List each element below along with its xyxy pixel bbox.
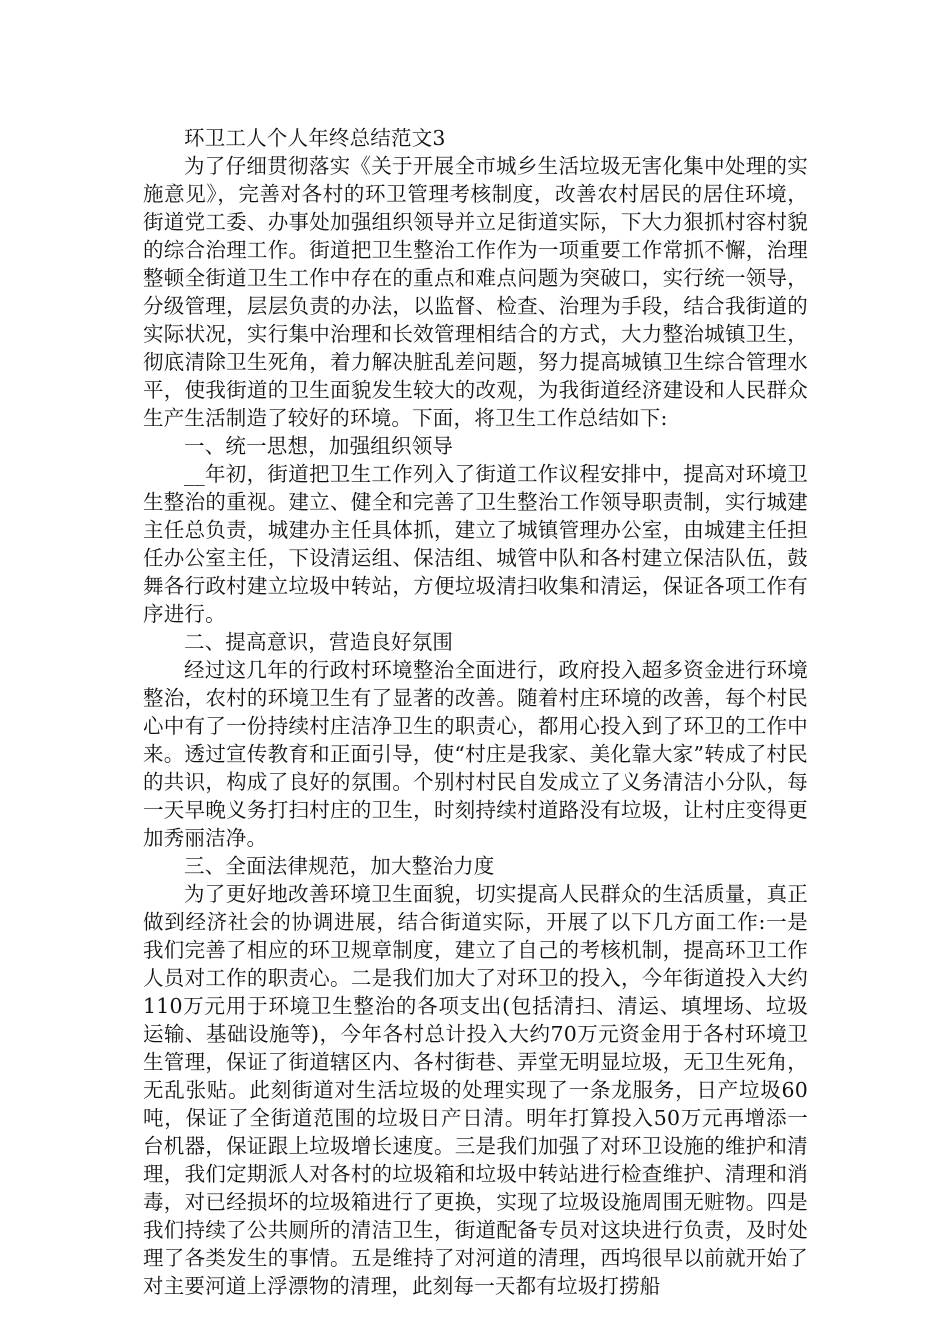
document-title: 环卫工人个人年终总结范文3 <box>184 126 446 150</box>
section-2-paragraph: 经过这几年的行政村环境整治全面进行，政府投入超多资金进行环境整治，农村的环境卫生有了显著的改善。随着村庄环境的改善，每个村民心中有了一份持续村庄洁净卫生的职责心，都用心投入到了环卫的工作中来。透过宣传教育和正面引导，使“村庄是我家、美化靠大家”转成了村民的共识，构成了良好的氛围。个别村村民自发成立了义务清洁小分队，每一天早晚义务打扫村庄的卫生，时刻持续村道路没有垃圾，让村庄变得更加秀丽洁净。 <box>143 658 808 850</box>
intro-paragraph: 为了仔细贯彻落实《关于开展全市城乡生活垃圾无害化集中处理的实施意见》，完善对各村的环卫管理考核制度，改善农村居民的居住环境，街道党工委、办事处加强组织领导并立足街道实际，下大力狠抓村容村貌的综合治理工作。街道把卫生整治工作作为一项重要工作常抓不懈，治理整顿全街道卫生工作中存在的重点和难点问题为突破口，实行统一领导，分级管理，层层负责的办法，以监督、检查、治理为手段，结合我街道的实际状况，实行集中治理和长效管理相结合的方式，大力整治城镇卫生，彻底清除卫生死角，着力解决脏乱差问题，努力提高城镇卫生综合管理水平，使我街道的卫生面貌发生较大的改观，为我街道经济建设和人民群众生产生活制造了较好的环境。下面，将卫生工作总结如下: <box>143 154 808 430</box>
section-3-paragraph: 为了更好地改善环境卫生面貌，切实提高人民群众的生活质量，真正做到经济社会的协调进展，结合街道实际，开展了以下几方面工作:一是我们完善了相应的环卫规章制度，建立了自己的考核机制，提高环卫工作人员对工作的职责心。二是我们加大了对环卫的投入，今年街道投入大约110万元用于环境卫生整治的各项支出(包括清扫、清运、填埋场、垃圾运输、基础设施等)，今年各村总计投入大约70万元资金用于各村环境卫生管理，保证了街道辖区内、各村街巷、弄堂无明显垃圾，无卫生死角，无乱张贴。此刻街道对生活垃圾的处理实现了一条龙服务，日产垃圾60吨，保证了全街道范围的垃圾日产日清。明年打算投入50万元再增添一台机器，保证跟上垃圾增长速度。三是我们加强了对环卫设施的维护和清理，我们定期派人对各村的垃圾箱和垃圾中转站进行检查维护、清理和消毒，对已经损坏的垃圾箱进行了更换，实现了垃圾设施周围无赃物。四是我们持续了公共厕所的清洁卫生，街道配备专员对这块进行负责，及时处理了各类发生的事情。五是维持了对河道的清理，西坞很早以前就开始了对主要河道上浮漂物的清理，此刻每一天都有垃圾打捞船 <box>143 882 808 1298</box>
document-page <box>143 124 808 1300</box>
section-heading-1: 一、统一思想，加强组织领导 <box>184 434 454 458</box>
section-heading-3: 三、全面法律规范，加大整治力度 <box>184 854 495 878</box>
section-heading-2: 二、提高意识，营造良好氛围 <box>184 630 454 654</box>
section-1-paragraph: __年初，街道把卫生工作列入了街道工作议程安排中，提高对环境卫生整治的重视。建立、健全和完善了卫生整治工作领导职责制，实行城建主任总负责，城建办主任具体抓，建立了城镇管理办公室，由城建主任担任办公室主任，下设清运组、保洁组、城管中队和各村建立保洁队伍，鼓舞各行政村建立垃圾中转站，方便垃圾清扫收集和清运，保证各项工作有序进行。 <box>143 462 808 626</box>
